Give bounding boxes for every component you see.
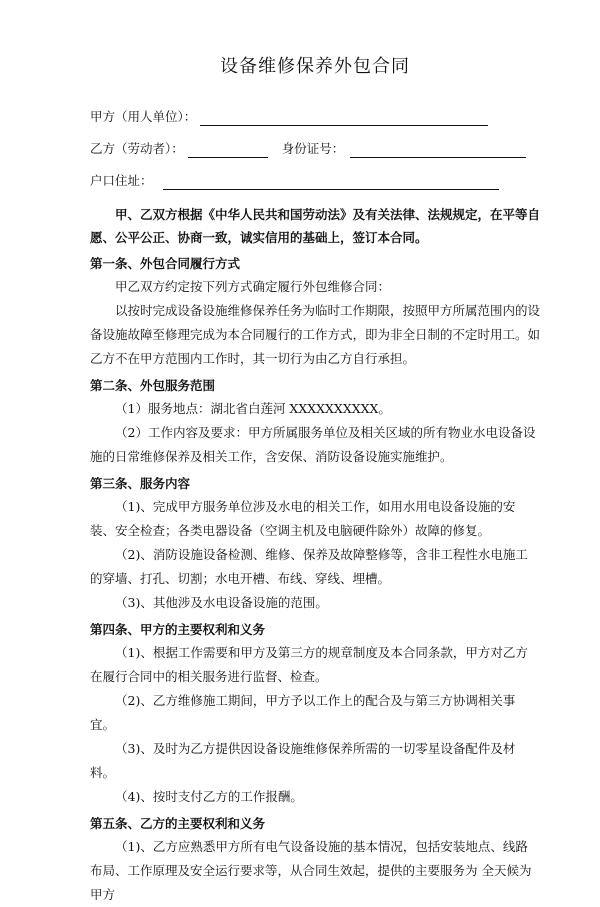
section-2-heading: 第二条、外包服务范围	[90, 378, 216, 393]
address-row	[90, 172, 540, 190]
section-4-para-4: （4)、按时支付乙方的工作报酬。	[115, 789, 303, 804]
section-3-heading: 第三条、服务内容	[90, 476, 191, 491]
section-1-para-1: 甲乙双方约定按下列方式确定履行外包维修合同：	[115, 279, 391, 294]
party-b-row	[90, 140, 540, 158]
section-4-para-1: （1)、根据工作需要和甲方及第三方的规章制度及本合同条款，甲方对乙方在履行合同中的相关服务进行监督、检查。	[90, 645, 528, 684]
party-b-blank[interactable]	[188, 143, 268, 158]
section-3-para-2: （2)、消防设施设备检测、维修、保养及故障整修等，含非工程性水电施工的穿墙、打孔、切割；水电开槽、布线、穿线、埋槽。	[90, 547, 528, 586]
party-b-label: 乙方（劳动者）：	[90, 141, 184, 156]
address-label: 户口住址：	[90, 173, 153, 188]
section-2-para-2: （2）工作内容及要求：甲方所属服务单位及相关区域的所有物业水电设备设施的日常维修保养及相关工作，含安保、消防设备设施实施维护。	[90, 425, 536, 464]
section-4-para-3: （3)、及时为乙方提供因设备设施维修保养所需的一切零星设备配件及材料。	[90, 741, 516, 780]
section-1-para-2: 以按时完成设备设施维修保养任务为临时工作期限，按照甲方所属范围内的设备设施故障至修理完成为本合同履行的工作方式，即为非全日制的不定时用工。如乙方不在甲方范围内工作时，其一切行为由乙方自行承担。	[90, 303, 541, 366]
party-a-blank[interactable]	[200, 111, 488, 126]
section-3-para-3: （3)、其他涉及水电设备设施的范围。	[115, 595, 328, 610]
party-a-row	[90, 108, 540, 126]
page-title: 设备维修保养外包合同	[220, 56, 410, 77]
id-label: 身份证号：	[281, 141, 345, 156]
section-4-heading: 第四条、甲方的主要权利和义务	[90, 622, 266, 637]
address-blank[interactable]	[163, 175, 499, 190]
section-4-para-2: （2)、乙方维修施工期间，甲方予以工作上的配合及与第三方协调相关事宜。	[90, 693, 516, 732]
section-5-heading: 第五条、乙方的主要权利和义务	[90, 816, 266, 831]
section-5-para-1: （1)、乙方应熟悉甲方所有电气设备设施的基本情况，包括安装地点、线路布局、工作原理及安全运行要求等，从合同生效起，提供的主要服务为 全天候为甲方	[90, 839, 532, 902]
section-1-heading: 第一条、外包合同履行方式	[90, 256, 241, 271]
intro-paragraph: 甲、乙双方根据《中华人民共和国劳动法》及有关法律、法规规定，在平等自愿、公平公正、协商一致，诚实信用的基础上，签订本合同。	[90, 207, 541, 245]
party-a-label: 甲方（用人单位）：	[90, 109, 197, 124]
section-3-para-1: （1)、完成甲方服务单位涉及水电的相关工作，如用水用电设备设施的安装、安全检查；各类电器设备（空调主机及电脑硬件除外）故障的修复。	[90, 499, 516, 538]
section-2-para-1: （1）服务地点：湖北省白莲河 XXXXXXXXXX。	[115, 401, 391, 416]
id-blank[interactable]	[350, 143, 526, 158]
